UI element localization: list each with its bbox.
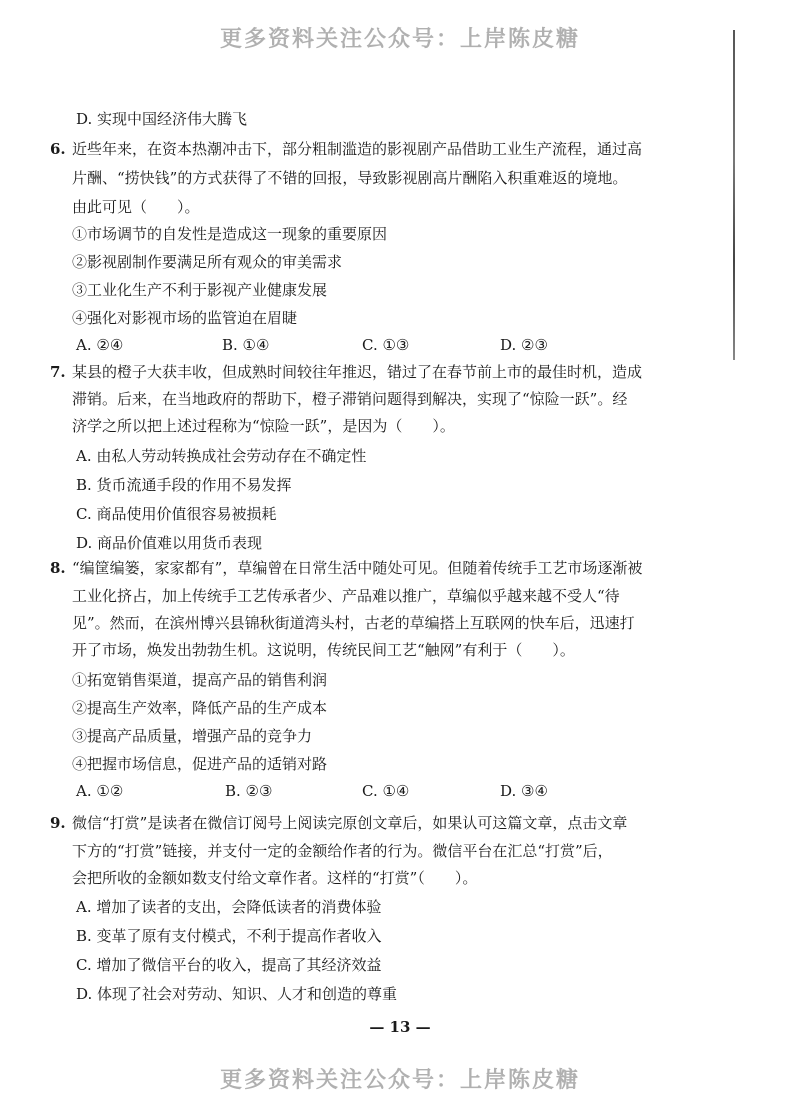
question-stem-line: 济学之所以把上述过程称为“惊险一跃”，是因为（ ）。 <box>72 417 455 435</box>
statement-item: ①拓宽销售渠道，提高产品的销售利润 <box>72 671 328 689</box>
statement-item: ③提高产品质量，增强产品的竞争力 <box>72 727 313 745</box>
choice-d[interactable]: D. 商品价值难以用货币表现 <box>76 534 263 552</box>
choice-a[interactable]: A. 由私人劳动转换成社会劳动存在不确定性 <box>76 447 367 465</box>
choice-c[interactable]: C. 商品使用价值很容易被损耗 <box>76 505 277 523</box>
page-number: — 13 — <box>369 1018 431 1036</box>
binding-edge <box>733 30 735 360</box>
question-stem-line: “编筐编篓，家家都有”，草编曾在日常生活中随处可见。但随着传统手工艺市场逐渐被 <box>72 559 643 577</box>
choice-a[interactable]: A. ①② <box>76 782 124 800</box>
choice-d[interactable]: D. ②③ <box>500 336 548 354</box>
question-stem-line: 会把所收的金额如数支付给文章作者。这样的“打赏”（ ）。 <box>72 869 478 887</box>
question-number: 7. <box>50 363 66 381</box>
statement-item: ②提高生产效率，降低产品的生产成本 <box>72 699 328 717</box>
choice-b[interactable]: B. ②③ <box>225 782 273 800</box>
question-stem-line: 微信“打赏”是读者在微信订阅号上阅读完原创文章后，如果认可这篇文章，点击文章 <box>72 814 628 832</box>
choice-a[interactable]: A. 增加了读者的支出，会降低读者的消费体验 <box>76 898 382 916</box>
question-number: 9. <box>50 814 66 832</box>
question-stem-line: 开了市场，焕发出勃勃生机。这说明，传统民间工艺“触网”有利于（ ）。 <box>72 641 575 659</box>
question-stem-line: 近些年来，在资本热潮冲击下，部分粗制滥造的影视剧产品借助工业生产流程，通过高 <box>72 140 643 158</box>
watermark-top: 更多资料关注公众号：上岸陈皮糖 <box>219 27 580 52</box>
statement-item: ②影视剧制作要满足所有观众的审美需求 <box>72 253 343 271</box>
choice-c[interactable]: C. ①④ <box>362 782 410 800</box>
statement-item: ④强化对影视市场的监管迫在眉睫 <box>72 309 298 327</box>
question-stem-line: 某县的橙子大获丰收，但成熟时间较往年推迟，错过了在春节前上市的最佳时机，造成 <box>72 363 643 381</box>
question-number: 8. <box>50 559 66 577</box>
choice-b[interactable]: B. ①④ <box>222 336 270 354</box>
question-stem-line: 见”。然而，在滨州博兴县锦秋街道湾头村，古老的草编搭上互联网的快车后，迅速打 <box>72 614 635 632</box>
choice-b[interactable]: B. 变革了原有支付模式，不利于提高作者收入 <box>76 927 382 945</box>
statement-item: ③工业化生产不利于影视产业健康发展 <box>72 281 328 299</box>
choice-d[interactable]: D. ③④ <box>500 782 548 800</box>
question-stem-line: 片酬、“捞快钱”的方式获得了不错的回报，导致影视剧高片酬陷入积重难返的境地。 <box>72 169 628 187</box>
choice-a[interactable]: A. ②④ <box>76 336 124 354</box>
statement-item: ①市场调节的自发性是造成这一现象的重要原因 <box>72 225 388 243</box>
question-stem-line: 下方的“打赏”链接，并支付一定的金额给作者的行为。微信平台在汇总“打赏”后， <box>72 842 613 860</box>
choice-d[interactable]: D. 体现了社会对劳动、知识、人才和创造的尊重 <box>76 985 398 1003</box>
question-stem-line: 滞销。后来，在当地政府的帮助下，橙子滞销问题得到解决，实现了“惊险一跃”。经 <box>72 390 628 408</box>
choice-c[interactable]: C. 增加了微信平台的收入，提高了其经济效益 <box>76 956 382 974</box>
choice-b[interactable]: B. 货币流通手段的作用不易发挥 <box>76 476 292 494</box>
prev-option-d: D. 实现中国经济伟大腾飞 <box>76 110 248 128</box>
question-number: 6. <box>50 140 66 158</box>
question-stem-line: 工业化挤占，加上传统手工艺传承者少、产品难以推广，草编似乎越来越不受人“待 <box>72 587 620 605</box>
choice-c[interactable]: C. ①③ <box>362 336 410 354</box>
watermark-bottom: 更多资料关注公众号：上岸陈皮糖 <box>219 1068 580 1093</box>
question-stem-line: 由此可见（ ）。 <box>72 198 200 216</box>
statement-item: ④把握市场信息，促进产品的适销对路 <box>72 755 328 773</box>
